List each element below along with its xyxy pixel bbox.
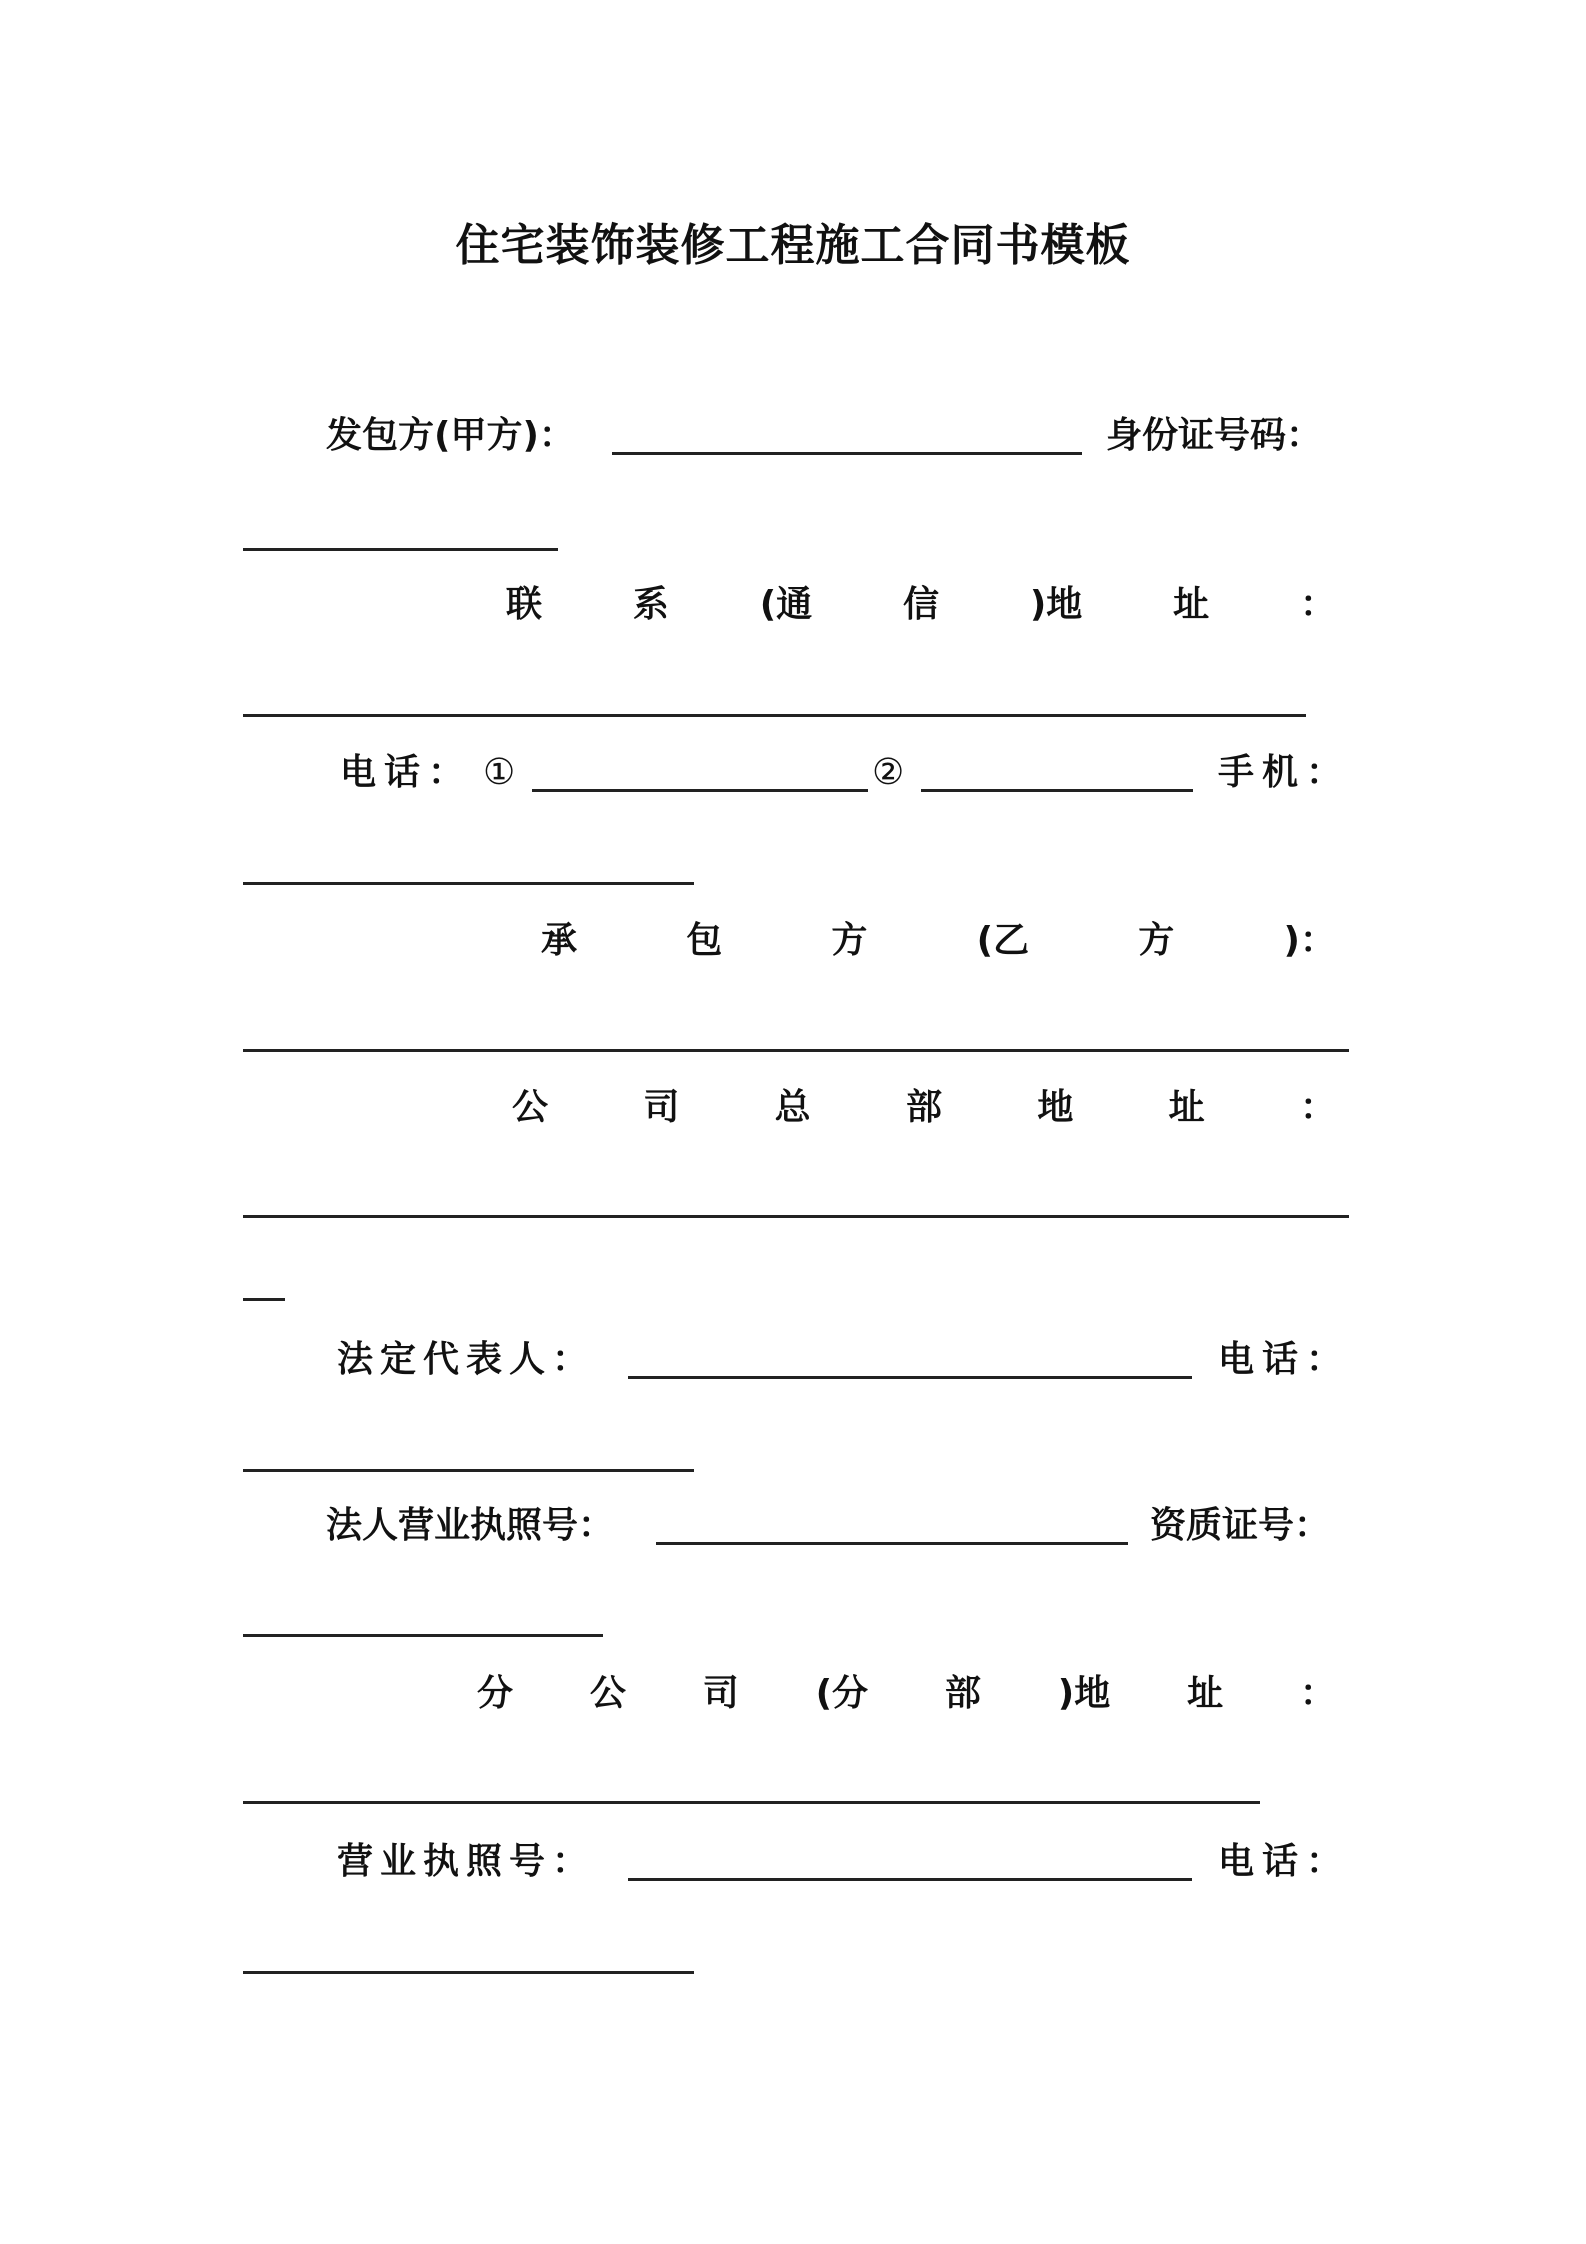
contact-address-char: ： bbox=[1299, 584, 1336, 625]
hq-address-char: 公 bbox=[512, 1087, 549, 1128]
license-blank bbox=[656, 1542, 1128, 1545]
branch-address-char: (分 bbox=[815, 1673, 869, 1714]
legal-rep-label: 法定代表人： bbox=[337, 1339, 596, 1380]
party-b-line bbox=[0, 911, 1586, 971]
party-b-char: 方 bbox=[831, 920, 868, 961]
party-a-label: 发包方(甲方)： bbox=[326, 415, 575, 456]
contact-address-blank bbox=[243, 714, 1306, 717]
qualification-blank bbox=[243, 1634, 603, 1637]
contact-address-char: 系 bbox=[632, 584, 669, 625]
hq-address-char: 地 bbox=[1037, 1087, 1074, 1128]
hq-address-char: 司 bbox=[643, 1087, 680, 1128]
party-a-blank bbox=[612, 452, 1082, 455]
branch-address-char: 分 bbox=[477, 1673, 514, 1714]
branch-address-label bbox=[477, 1664, 1336, 1724]
phone-1-marker: ① bbox=[483, 752, 516, 793]
id-number-blank bbox=[243, 548, 558, 551]
hq-address-char: 总 bbox=[774, 1087, 811, 1128]
hq-address-blank bbox=[243, 1215, 1349, 1218]
contact-address-line bbox=[0, 575, 1586, 635]
hq-address-char: 址 bbox=[1168, 1087, 1205, 1128]
legal-rep-phone-label: 电话： bbox=[1218, 1339, 1351, 1380]
branch-phone-label: 电话： bbox=[1218, 1841, 1351, 1882]
hq-address-char: ： bbox=[1299, 1087, 1336, 1128]
legal-rep-blank bbox=[628, 1376, 1192, 1379]
legal-rep-phone-blank bbox=[243, 1469, 694, 1472]
branch-address-char: 部 bbox=[944, 1673, 981, 1714]
contact-address-char: 址 bbox=[1173, 584, 1210, 625]
party-b-char: 方 bbox=[1138, 920, 1175, 961]
license-label: 法人营业执照号： bbox=[326, 1505, 615, 1546]
hq-address-char: 部 bbox=[905, 1087, 942, 1128]
branch-address-char: 址 bbox=[1187, 1673, 1224, 1714]
branch-address-line bbox=[0, 1664, 1586, 1724]
branch-license-blank bbox=[628, 1878, 1192, 1881]
party-b-char: 包 bbox=[686, 920, 723, 961]
legal-rep-line bbox=[0, 1330, 1586, 1390]
license-line bbox=[0, 1496, 1586, 1556]
party-b-char: 承 bbox=[541, 920, 578, 961]
branch-address-char: 公 bbox=[589, 1673, 626, 1714]
party-b-char: (乙 bbox=[976, 920, 1030, 961]
contact-address-char: 信 bbox=[902, 584, 939, 625]
phone-label: 电话： bbox=[340, 752, 473, 793]
party-b-label bbox=[541, 911, 1336, 971]
contact-address-label bbox=[506, 575, 1336, 635]
branch-address-char: 司 bbox=[702, 1673, 739, 1714]
phone-2-marker: ② bbox=[872, 752, 905, 793]
hq-address-label bbox=[512, 1078, 1336, 1138]
document-title: 住宅装饰装修工程施工合同书模板 bbox=[455, 220, 1131, 271]
id-number-label: 身份证号码： bbox=[1106, 415, 1323, 456]
phone-line bbox=[0, 743, 1586, 803]
party-b-blank bbox=[243, 1049, 1349, 1052]
contact-address-char: 联 bbox=[506, 584, 543, 625]
phone-2-blank bbox=[921, 789, 1193, 792]
mobile-label: 手机： bbox=[1218, 752, 1351, 793]
hq-address-blank-continued bbox=[243, 1298, 285, 1301]
party-b-char: )： bbox=[1283, 920, 1336, 961]
mobile-blank bbox=[243, 882, 694, 885]
contact-address-char: )地 bbox=[1029, 584, 1083, 625]
branch-license-label: 营业执照号： bbox=[337, 1841, 596, 1882]
branch-address-char: )地 bbox=[1057, 1673, 1111, 1714]
branch-phone-blank bbox=[243, 1971, 694, 1974]
contact-address-char: (通 bbox=[759, 584, 813, 625]
qualification-label: 资质证号： bbox=[1150, 1505, 1331, 1546]
branch-address-blank bbox=[243, 1801, 1260, 1804]
branch-address-char: ： bbox=[1299, 1673, 1336, 1714]
party-a-line bbox=[0, 406, 1586, 466]
hq-address-line bbox=[0, 1078, 1586, 1138]
branch-license-line bbox=[0, 1832, 1586, 1892]
phone-1-blank bbox=[532, 789, 868, 792]
